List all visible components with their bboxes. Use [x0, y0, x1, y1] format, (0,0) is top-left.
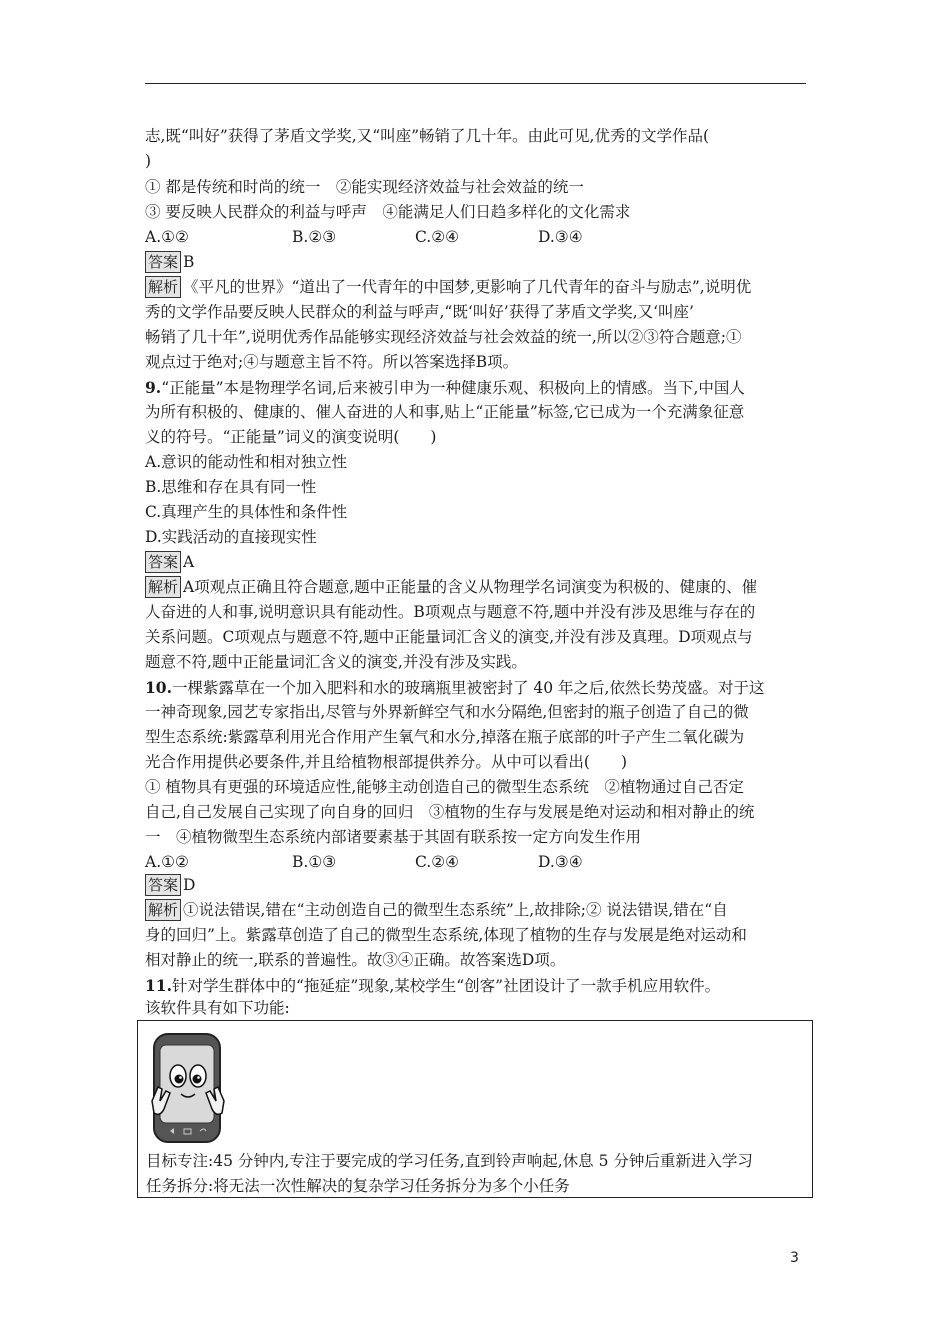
- q9-analysis-line: [145, 575, 809, 600]
- header-rule: [145, 83, 806, 84]
- analysis-tag: 解析: [145, 576, 181, 598]
- q8-analysis-line: 观点过于绝对;④与题意主旨不符。所以答案选择B项。: [145, 353, 519, 371]
- answer-tag: 答案: [145, 874, 181, 896]
- page-number: 3: [790, 1250, 799, 1266]
- analysis-tag: 解析: [145, 899, 181, 921]
- q8-stem-line: 志,既“叫好”获得了茅盾文学奖,又“叫座”畅销了几十年。由此可见,优秀的文学作品(: [145, 127, 710, 145]
- answer-value: D: [183, 876, 196, 894]
- option-c: C.②④: [415, 228, 460, 246]
- option-b: B.②③: [292, 228, 337, 246]
- stem-text: “正能量”本是物理学名词,后来被引申为一种健康乐观、积极向上的情感。当下,中国人: [161, 379, 745, 397]
- q10-choice-line: 自己,自己发展自己实现了向自身的回归 ③植物的生存与发展是绝对运动和相对静止的统: [145, 803, 755, 821]
- q9-stem-line: 为所有积极的、健康的、催人奋进的人和事,贴上“正能量”标签,它已成为一个充满象征意: [145, 403, 745, 421]
- option-c: C.②④: [415, 853, 460, 871]
- q9-stem-line: [145, 375, 809, 401]
- q10-options: [145, 850, 583, 875]
- q10-stem-line: [145, 675, 809, 701]
- q8-analysis-line: 畅销了几十年”,说明优秀作品能够实现经济效益与社会效益的统一,所以②③符合题意;①: [145, 328, 742, 346]
- q8-choice-line: ③ 要反映人民群众的利益与呼声 ④能满足人们日趋多样化的文化需求: [145, 203, 631, 221]
- option-a: A.①②: [145, 853, 189, 871]
- q9-option-a: A.意识的能动性和相对独立性: [145, 453, 348, 471]
- q10-analysis-line: 身的回归”上。紫露草创造了自己的微型生态系统,体现了植物的生存与发展是绝对运动和: [145, 926, 747, 944]
- stem-text: 一棵紫露草在一个加入肥料和水的玻璃瓶里被密封了 40 年之后,依然长势茂盛。对于这: [171, 679, 765, 697]
- option-b: B.①③: [292, 853, 337, 871]
- q8-choice-line: ① 都是传统和时尚的统一 ②能实现经济效益与社会效益的统一: [145, 178, 584, 196]
- question-number: 10.: [145, 678, 172, 697]
- phone-mascot-illustration: [148, 1031, 228, 1149]
- option-a: A.①②: [145, 228, 189, 246]
- answer-tag: 答案: [145, 251, 181, 273]
- q10-choice-line: 一 ④植物微型生态系统内部诸要素基于其固有联系按一定方向发生作用: [145, 828, 642, 846]
- q8-analysis-line: 秀的文学作品要反映人民群众的利益与呼声,“既‘叫好’获得了茅盾文学奖,又‘叫座’: [145, 303, 694, 321]
- q10-analysis-line: [145, 898, 809, 923]
- q10-stem-line: 光合作用提供必要条件,并且给植物根部提供养分。从中可以看出( ): [145, 753, 628, 771]
- answer-tag: 答案: [145, 551, 181, 573]
- feature-goal-focus: 目标专注:45 分钟内,专注于要完成的学习任务,直到铃声响起,休息 5 分钟后重新进入学习: [146, 1152, 753, 1170]
- q9-stem-line: 义的符号。“正能量”词义的演变说明( ): [145, 428, 437, 446]
- option-d: D.③④: [538, 853, 583, 871]
- q10-stem-line: 一神奇现象,园艺专家指出,尽管与外界新鲜空气和水分隔绝,但密封的瓶子创造了自己的微: [145, 703, 749, 721]
- answer-value: B: [183, 253, 195, 271]
- q10-answer: [145, 873, 809, 898]
- q8-answer: [145, 250, 809, 275]
- q9-analysis-line: 关系问题。C项观点与题意不符,题中正能量词汇含义的演变,并没有涉及真理。D项观点与: [145, 628, 753, 646]
- analysis-text: 《平凡的世界》“道出了一代青年的中国梦,更影响了几代青年的奋斗与励志”,说明优: [183, 278, 752, 296]
- q11-stem-line: 该软件具有如下功能:: [145, 999, 290, 1017]
- analysis-text: A项观点正确且符合题意,题中正能量的含义从物理学名词演变为积极的、健康的、催: [183, 578, 758, 596]
- q10-analysis-line: 相对静止的统一,联系的普遍性。故③④正确。故答案选D项。: [145, 951, 566, 969]
- app-feature-box: [137, 1020, 813, 1198]
- q8-options: [145, 225, 583, 250]
- q9-analysis-line: 人奋进的人和事,说明意识具有能动性。B项观点与题意不符,题中并没有涉及思维与存在的: [145, 603, 756, 621]
- answer-value: A: [183, 553, 195, 571]
- stem-text: 针对学生群体中的“拖延症”现象,某校学生“创客”社团设计了一款手机应用软件。: [171, 977, 721, 995]
- feature-task-split: 任务拆分:将无法一次性解决的复杂学习任务拆分为多个小任务: [146, 1177, 570, 1195]
- q8-stem-line: ): [145, 152, 152, 170]
- analysis-tag: 解析: [145, 276, 181, 298]
- question-number: 11.: [145, 976, 172, 995]
- q10-choice-line: ① 植物具有更强的环境适应性,能够主动创造自己的微型生态系统 ②植物通过自己否定: [145, 778, 744, 796]
- q10-stem-line: 型生态系统:紫露草利用光合作用产生氧气和水分,掉落在瓶子底部的叶子产生二氧化碳为: [145, 728, 745, 746]
- option-d: D.③④: [538, 228, 583, 246]
- q8-analysis-line: [145, 275, 809, 300]
- q9-option-d: D.实践活动的直接现实性: [145, 528, 317, 546]
- analysis-text: ①说法错误,错在“主动创造自己的微型生态系统”上,故排除;② 说法错误,错在“自: [183, 901, 728, 919]
- q9-analysis-line: 题意不符,题中正能量词汇含义的演变,并没有涉及实践。: [145, 653, 527, 671]
- q9-option-b: B.思维和存在具有同一性: [145, 478, 317, 496]
- question-number: 9.: [145, 378, 162, 397]
- q9-answer: [145, 550, 809, 575]
- q9-option-c: C.真理产生的具体性和条件性: [145, 503, 348, 521]
